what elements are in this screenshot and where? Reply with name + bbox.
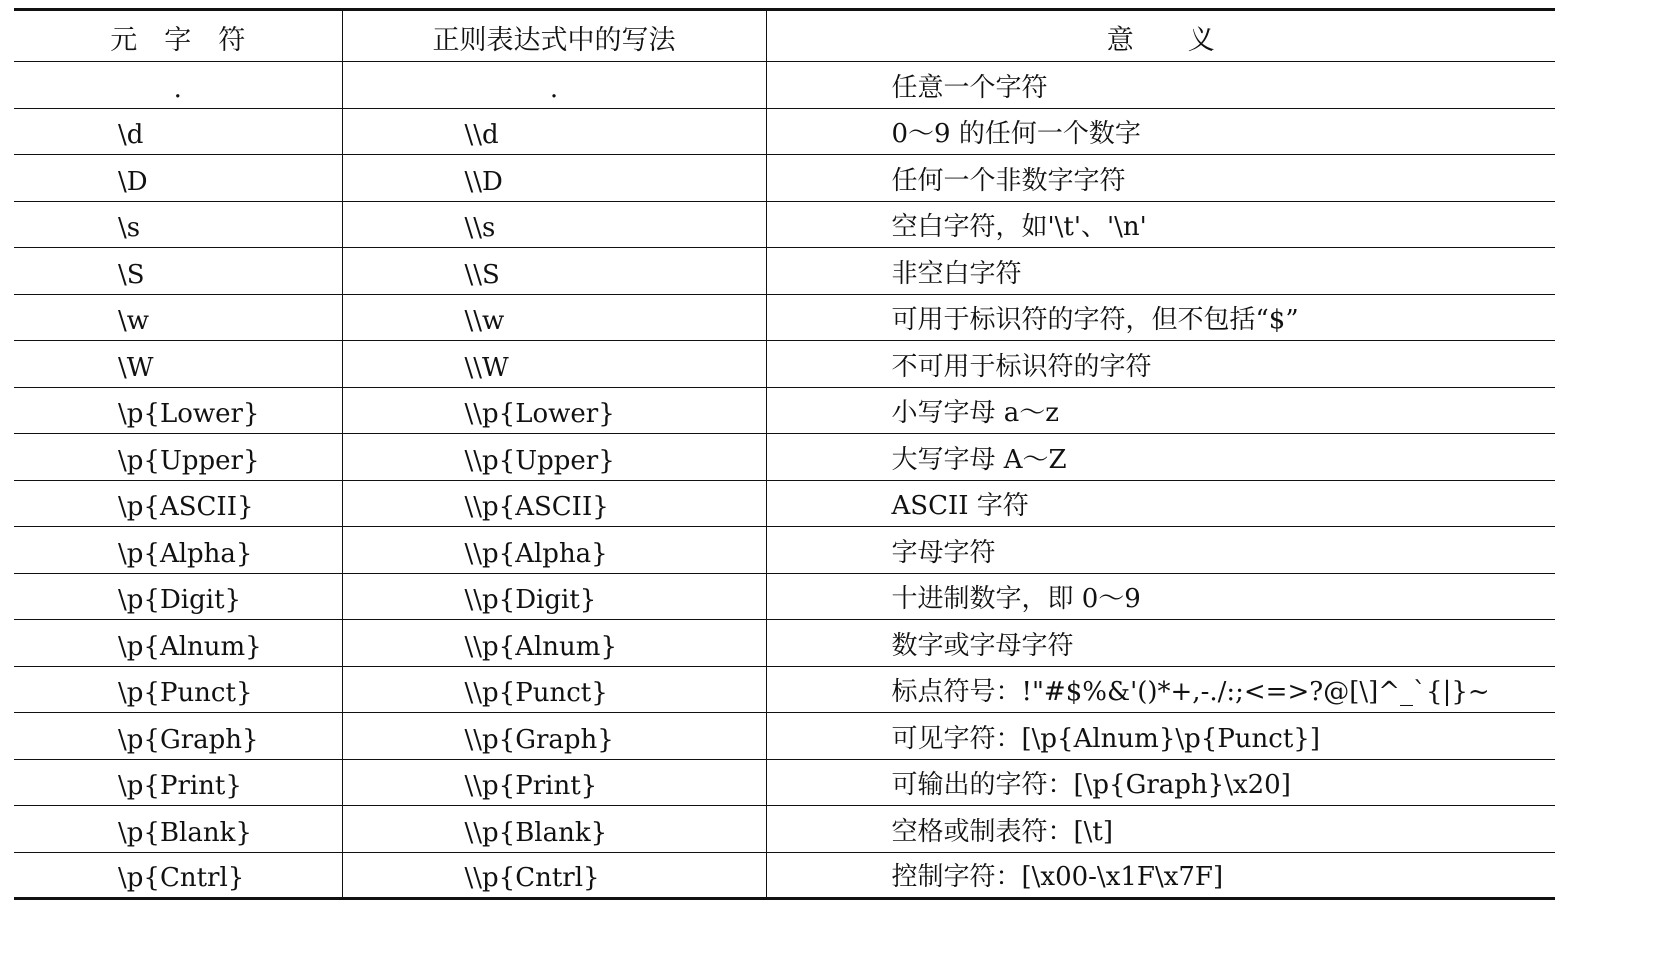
- header-metachar: 元 字 符: [14, 10, 342, 62]
- table-row: [14, 759, 1555, 806]
- table-row: [14, 201, 1555, 248]
- cell-meaning: 0～9 的任何一个数字: [766, 108, 1555, 155]
- cell-meaning: 可用于标识符的字符，但不包括“$”: [766, 294, 1555, 341]
- cell-regex: \\s: [342, 201, 766, 248]
- cell-metachar: \p{Punct}: [14, 666, 342, 713]
- table-row: [14, 620, 1555, 667]
- cell-metachar: .: [14, 62, 342, 109]
- cell-regex: \\p{Upper}: [342, 434, 766, 481]
- regex-metachar-table: [14, 8, 1555, 900]
- cell-regex: \\p{Digit}: [342, 573, 766, 620]
- table-row: [14, 852, 1555, 899]
- cell-metachar: \p{Print}: [14, 759, 342, 806]
- cell-meaning: 标点符号：!"#$%&'()*+,-./:;<=>?@[\]^_`{|}~: [766, 666, 1555, 713]
- table-body: [14, 62, 1555, 899]
- cell-meaning: 任何一个非数字字符: [766, 155, 1555, 202]
- cell-metachar: \S: [14, 248, 342, 295]
- cell-meaning: ASCII 字符: [766, 480, 1555, 527]
- cell-metachar: \p{ASCII}: [14, 480, 342, 527]
- cell-regex: \\S: [342, 248, 766, 295]
- cell-regex: \\p{Blank}: [342, 806, 766, 853]
- header-regex-notation: 正则表达式中的写法: [342, 10, 766, 62]
- cell-metachar: \d: [14, 108, 342, 155]
- table-row: [14, 248, 1555, 295]
- cell-regex: \\p{ASCII}: [342, 480, 766, 527]
- cell-metachar: \p{Graph}: [14, 713, 342, 760]
- table-row: [14, 341, 1555, 388]
- table-row: [14, 666, 1555, 713]
- cell-meaning: 十进制数字，即 0～9: [766, 573, 1555, 620]
- regex-metachar-table-container: [14, 8, 1555, 900]
- table-row: [14, 573, 1555, 620]
- table-row: [14, 62, 1555, 109]
- cell-metachar: \p{Blank}: [14, 806, 342, 853]
- cell-meaning: 不可用于标识符的字符: [766, 341, 1555, 388]
- cell-regex: \\p{Alnum}: [342, 620, 766, 667]
- cell-meaning: 任意一个字符: [766, 62, 1555, 109]
- table-row: [14, 434, 1555, 481]
- cell-meaning: 可输出的字符：[\p{Graph}\x20]: [766, 759, 1555, 806]
- cell-regex: \\p{Punct}: [342, 666, 766, 713]
- table-row: [14, 294, 1555, 341]
- cell-meaning: 小写字母 a～z: [766, 387, 1555, 434]
- cell-meaning: 数字或字母字符: [766, 620, 1555, 667]
- cell-metachar: \w: [14, 294, 342, 341]
- cell-metachar: \D: [14, 155, 342, 202]
- cell-metachar: \p{Digit}: [14, 573, 342, 620]
- table-row: [14, 108, 1555, 155]
- cell-regex: \\d: [342, 108, 766, 155]
- cell-meaning: 可见字符：[\p{Alnum}\p{Punct}]: [766, 713, 1555, 760]
- table-row: [14, 527, 1555, 574]
- table-row: [14, 806, 1555, 853]
- cell-meaning: 空格或制表符：[\t]: [766, 806, 1555, 853]
- table-row: [14, 155, 1555, 202]
- table-row: [14, 387, 1555, 434]
- cell-metachar: \s: [14, 201, 342, 248]
- cell-regex: \\p{Lower}: [342, 387, 766, 434]
- cell-regex: \\p{Print}: [342, 759, 766, 806]
- table-row: [14, 480, 1555, 527]
- cell-meaning: 非空白字符: [766, 248, 1555, 295]
- cell-regex: \\p{Graph}: [342, 713, 766, 760]
- cell-meaning: 控制字符：[\x00-\x1F\x7F]: [766, 852, 1555, 899]
- cell-regex: .: [342, 62, 766, 109]
- cell-meaning: 空白字符，如'\t'、'\n': [766, 201, 1555, 248]
- cell-metachar: \W: [14, 341, 342, 388]
- table-header: [14, 10, 1555, 62]
- cell-metachar: \p{Upper}: [14, 434, 342, 481]
- cell-metachar: \p{Alpha}: [14, 527, 342, 574]
- header-row: [14, 10, 1555, 62]
- cell-metachar: \p{Cntrl}: [14, 852, 342, 899]
- cell-regex: \\w: [342, 294, 766, 341]
- header-meaning: 意 义: [766, 10, 1555, 62]
- table-row: [14, 713, 1555, 760]
- cell-regex: \\p{Cntrl}: [342, 852, 766, 899]
- cell-meaning: 字母字符: [766, 527, 1555, 574]
- cell-regex: \\W: [342, 341, 766, 388]
- cell-metachar: \p{Alnum}: [14, 620, 342, 667]
- cell-regex: \\p{Alpha}: [342, 527, 766, 574]
- cell-regex: \\D: [342, 155, 766, 202]
- cell-meaning: 大写字母 A～Z: [766, 434, 1555, 481]
- cell-metachar: \p{Lower}: [14, 387, 342, 434]
